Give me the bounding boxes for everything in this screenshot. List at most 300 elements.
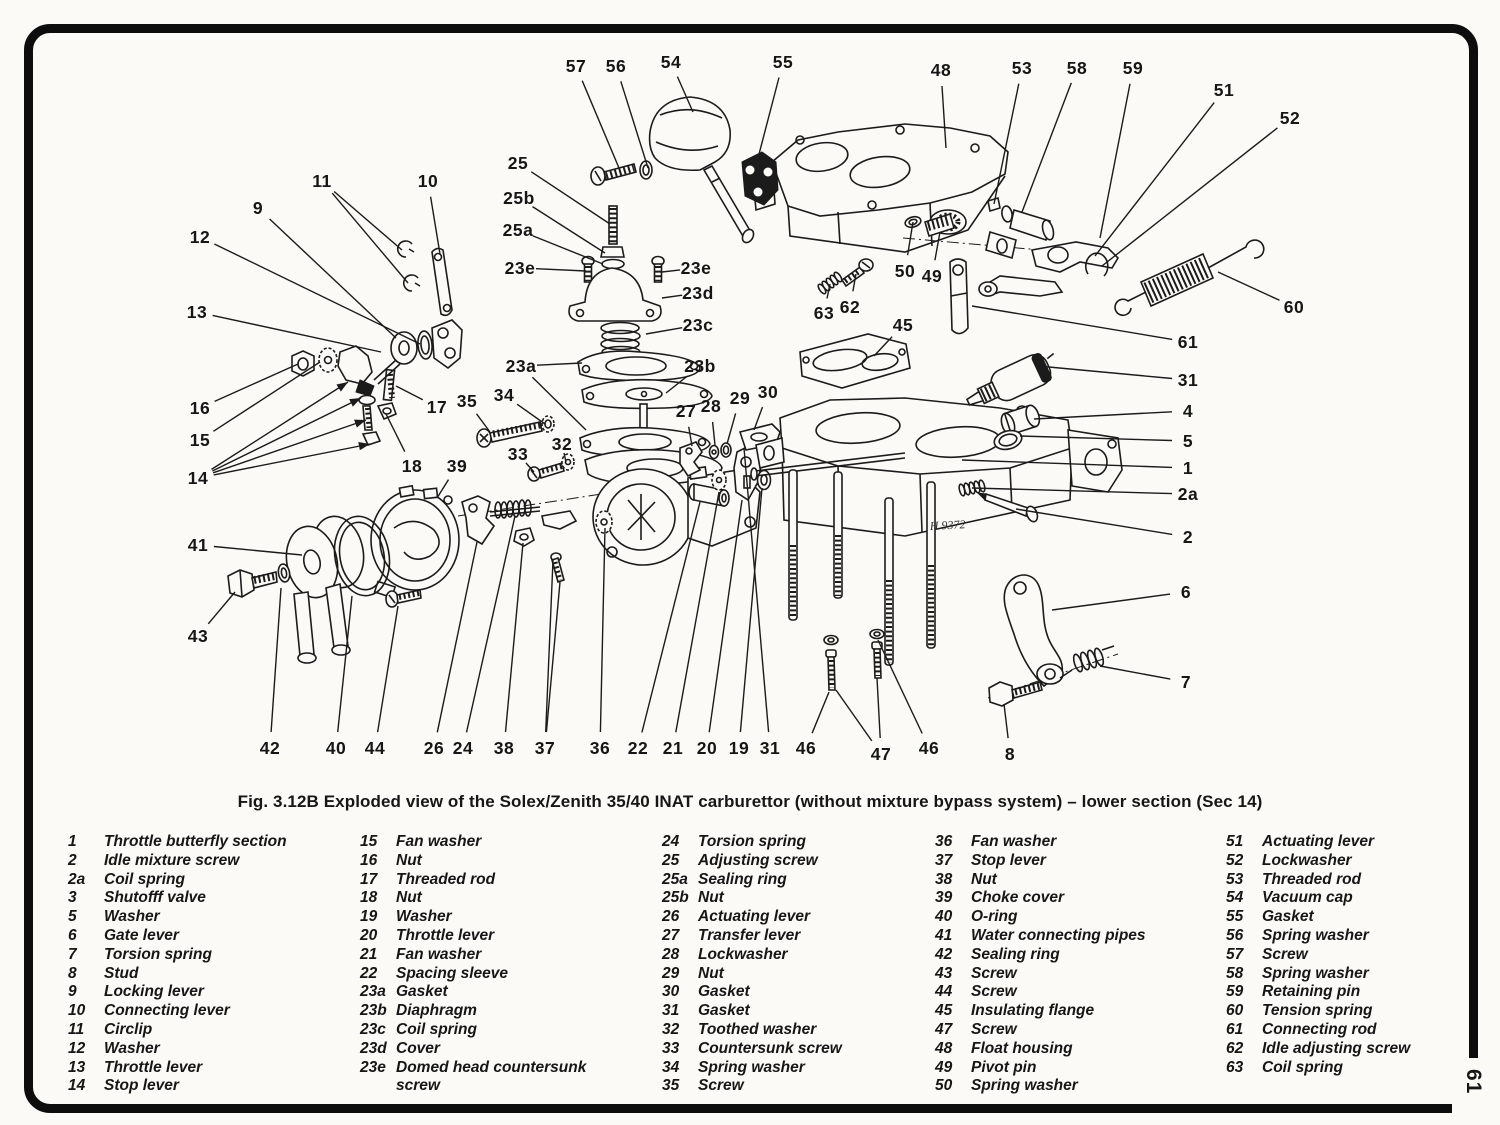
leader-line	[662, 295, 682, 298]
callout-55: 55	[772, 52, 794, 72]
callout-50: 50	[894, 261, 916, 281]
part-number: 12	[68, 1039, 86, 1057]
parts-list-entry	[935, 1002, 1187, 1021]
callout-58: 58	[1066, 58, 1088, 78]
callout-44: 44	[364, 738, 386, 758]
parts-list-entry	[68, 965, 320, 984]
callout-39: 39	[446, 456, 468, 476]
leader-line	[646, 328, 682, 334]
parts-list-entry	[360, 908, 612, 927]
part-number: 55	[1226, 908, 1244, 926]
callout-23a: 23a	[505, 356, 537, 376]
part-number: 14	[68, 1077, 86, 1095]
actuating-lever-shape	[979, 198, 1118, 296]
float-housing-shape	[752, 124, 1008, 252]
part-name: Fan washer	[396, 945, 482, 963]
callout-34: 34	[493, 385, 515, 405]
callout-52: 52	[1279, 108, 1301, 128]
callout-16: 16	[189, 398, 211, 418]
callout-28: 28	[700, 396, 722, 416]
part-number: 2	[68, 851, 77, 869]
parts-list-entry	[360, 1021, 612, 1040]
part-number: 47	[935, 1020, 953, 1038]
part-name: Nut	[698, 889, 724, 907]
parts-list-entry	[662, 833, 914, 852]
parts-list-entry	[662, 946, 914, 965]
part-name: Gasket	[698, 1002, 750, 1020]
screws-46-47-shape	[824, 630, 884, 691]
parts-list-entry	[68, 871, 320, 890]
part-number: 23b	[360, 1002, 387, 1020]
part-number: 10	[68, 1002, 86, 1020]
part-number: 54	[1226, 889, 1244, 907]
part-name: Torsion spring	[698, 833, 806, 850]
part-number: 32	[662, 1020, 680, 1038]
callout-63: 63	[813, 303, 835, 323]
part-number: 7	[68, 945, 77, 963]
callout-31: 31	[759, 738, 781, 758]
figure-caption: Fig. 3.12B Exploded view of the Solex/Zenith 35/40 INAT carburettor (without mixture bypass system) – lower section (Sec 14)	[237, 792, 1263, 811]
part-name: Threaded rod	[396, 870, 496, 888]
part-name: Idle adjusting screw	[1262, 1039, 1411, 1057]
part-name: Spacing sleeve	[396, 964, 509, 982]
part-name: Cover	[396, 1039, 440, 1057]
part-number: 36	[935, 833, 953, 850]
callout-62: 62	[839, 297, 861, 317]
leader-line	[812, 692, 829, 733]
parts-list-entry	[1226, 871, 1478, 890]
callout-9: 9	[252, 198, 264, 218]
leader-line	[270, 219, 396, 338]
part-number: 23c	[360, 1020, 386, 1038]
part-name: Stud	[104, 964, 139, 982]
part-name: Toothed washer	[698, 1020, 817, 1038]
part-name: Throttle lever	[104, 1058, 203, 1076]
callout-6: 6	[1180, 582, 1192, 602]
part-number: 45	[935, 1002, 953, 1020]
part-number: 34	[662, 1058, 680, 1076]
part-name: Fan washer	[396, 833, 482, 850]
idle-adjust-shape	[817, 259, 873, 295]
part-name: Torsion spring	[104, 945, 212, 963]
callout-40: 40	[325, 738, 347, 758]
callout-46: 46	[795, 738, 817, 758]
part-name: Washer	[396, 908, 452, 926]
part-number: 37	[935, 851, 953, 869]
parts-list-entry	[935, 965, 1187, 984]
parts-list-entry	[1226, 1021, 1478, 1040]
leader-line	[332, 193, 408, 283]
leader-line	[727, 413, 736, 444]
part-number: 31	[662, 1002, 680, 1020]
parts-list-entry	[935, 1040, 1187, 1059]
leader-line	[467, 516, 516, 732]
callout-46: 46	[918, 738, 940, 758]
parts-column-1	[68, 833, 320, 1096]
callout-51: 51	[1213, 80, 1235, 100]
part-number: 26	[662, 908, 680, 926]
part-name: Spring washer	[698, 1058, 805, 1076]
part-name: Locking lever	[104, 983, 204, 1001]
part-name: Float housing	[971, 1039, 1073, 1057]
part-number: 20	[360, 926, 378, 944]
callout-41: 41	[187, 535, 209, 555]
leader-line	[1102, 128, 1277, 266]
part-name: Screw	[971, 1020, 1017, 1038]
leader-line	[621, 81, 648, 168]
part-name: Diaphragm	[396, 1002, 477, 1020]
part-number: 43	[935, 964, 953, 982]
parts-list-entry	[935, 1059, 1187, 1078]
callout-54: 54	[660, 52, 682, 72]
part-name: Screw	[698, 1077, 744, 1095]
parts-list-entry	[935, 1021, 1187, 1040]
parts-list-entry	[935, 833, 1187, 852]
leader-line	[935, 232, 940, 260]
leader-line	[758, 78, 779, 159]
parts-list-entry	[1226, 965, 1478, 984]
screw-57-shape	[591, 161, 652, 185]
part-name: Sealing ring	[971, 945, 1060, 963]
part-name: Nut	[396, 851, 422, 869]
parts-list-entry	[662, 1040, 914, 1059]
parts-list-entry	[68, 1059, 320, 1078]
parts-list-entry	[360, 1040, 612, 1059]
tension-spring-shape	[1115, 240, 1264, 315]
part-number: 17	[360, 870, 378, 888]
callout-18: 18	[401, 456, 423, 476]
parts-list-entry	[935, 946, 1187, 965]
leader-line	[662, 270, 680, 272]
part-name: Sealing ring	[698, 870, 787, 888]
part-number: 35	[662, 1077, 680, 1095]
leader-line	[431, 197, 440, 254]
leader-line	[582, 81, 619, 168]
parts-list-entry	[360, 946, 612, 965]
part-name: Connecting rod	[1262, 1020, 1377, 1038]
insulating-flange-shape	[800, 334, 910, 388]
parts-list-entry	[935, 908, 1187, 927]
parts-list-entry	[68, 1040, 320, 1059]
part-number: 50	[935, 1077, 953, 1095]
parts-list-entry	[935, 1077, 1187, 1096]
parts-list-entry	[1226, 1002, 1478, 1021]
part-number: 28	[662, 945, 680, 963]
part-number: 38	[935, 870, 953, 888]
callout-35: 35	[456, 391, 478, 411]
leader-line	[437, 480, 449, 498]
part-name: Transfer lever	[698, 926, 801, 944]
parts-list-entry	[360, 889, 612, 908]
page-number: 61	[1462, 1069, 1485, 1095]
parts-list-entry	[935, 889, 1187, 908]
part-name: Spring washer	[971, 1077, 1078, 1095]
part-name: Idle mixture screw	[104, 851, 240, 869]
leader-line	[396, 386, 423, 400]
leader-line	[713, 422, 715, 445]
parts-list-entry	[360, 965, 612, 984]
part-name: Screw	[1262, 945, 1308, 963]
parts-list-entry	[1226, 852, 1478, 871]
part-name: Washer	[104, 908, 160, 926]
leader-line	[1052, 594, 1170, 610]
part-name: Washer	[104, 1039, 160, 1057]
part-number: 30	[662, 983, 680, 1001]
callout-23c: 23c	[682, 315, 714, 335]
callout-59: 59	[1122, 58, 1144, 78]
callout-8: 8	[1004, 744, 1016, 764]
leader-line	[215, 364, 298, 401]
callout-1: 1	[1182, 458, 1194, 478]
callout-5: 5	[1182, 431, 1194, 451]
parts-list-entry	[1226, 983, 1478, 1002]
part-number: 53	[1226, 870, 1244, 888]
leader-line	[836, 690, 872, 741]
parts-list-entry	[360, 1059, 612, 1097]
part-number: 33	[662, 1039, 680, 1057]
leader-line	[537, 363, 582, 365]
part-number: 18	[360, 889, 378, 907]
parts-list-entry	[1226, 1040, 1478, 1059]
part-number: 2a	[68, 870, 86, 888]
part-name: Throttle lever	[396, 926, 495, 944]
part-name: Gasket	[1262, 908, 1314, 926]
parts-list-entry	[662, 1077, 914, 1096]
callout-33: 33	[507, 444, 529, 464]
part-name: Adjusting screw	[698, 851, 818, 869]
parts-list-entry	[360, 1002, 612, 1021]
callout-49: 49	[921, 266, 943, 286]
callout-19: 19	[728, 738, 750, 758]
parts-list-entry	[662, 927, 914, 946]
part-number: 44	[935, 983, 953, 1001]
leader-line	[214, 244, 420, 344]
callout-47: 47	[870, 744, 892, 764]
callout-20: 20	[696, 738, 718, 758]
callout-25: 25	[507, 153, 529, 173]
callout-21: 21	[662, 738, 684, 758]
leader-line	[1034, 412, 1172, 419]
part-name: Coil spring	[396, 1020, 477, 1038]
parts-list-entry	[68, 908, 320, 927]
leader-line	[533, 236, 603, 264]
part-number: 58	[1226, 964, 1244, 982]
callout-48: 48	[930, 60, 952, 80]
callout-29: 29	[729, 388, 751, 408]
parts-list-entry	[1226, 833, 1478, 852]
parts-list-entry	[68, 927, 320, 946]
callout-25a: 25a	[502, 220, 534, 240]
part-number: 3	[68, 889, 77, 907]
parts-list-entry	[1226, 889, 1478, 908]
part-name: Water connecting pipes	[971, 926, 1146, 944]
callout-23e: 23e	[504, 258, 536, 278]
callout-45: 45	[892, 315, 914, 335]
callout-61: 61	[1177, 332, 1199, 352]
callout-38: 38	[493, 738, 515, 758]
part-number: 62	[1226, 1039, 1244, 1057]
part-number: 9	[68, 983, 77, 1001]
callout-30: 30	[757, 382, 779, 402]
parts-column-5	[1226, 833, 1478, 1077]
callout-2: 2	[1182, 527, 1194, 547]
part-number: 56	[1226, 926, 1244, 944]
part-name: Tension spring	[1262, 1002, 1373, 1020]
part-number: 1	[68, 833, 77, 850]
part-name: Gasket	[698, 983, 750, 1001]
part-number: 19	[360, 908, 378, 926]
parts-list-entry	[935, 871, 1187, 890]
callout-23e: 23e	[680, 258, 712, 278]
part-name: Retaining pin	[1262, 983, 1361, 1001]
leader-line	[1038, 366, 1172, 379]
leader-line	[212, 382, 349, 469]
part-number: 61	[1226, 1020, 1244, 1038]
leader-line	[1100, 84, 1130, 238]
leader-line	[972, 488, 1172, 494]
leader-line	[1100, 666, 1170, 679]
leader-line	[1022, 83, 1071, 212]
part-number: 41	[935, 926, 953, 944]
part-number: 25a	[662, 870, 688, 888]
callout-13: 13	[186, 302, 208, 322]
part-number: 60	[1226, 1002, 1244, 1020]
parts-list-entry	[68, 889, 320, 908]
part-name: Domed head countersunk screw	[396, 1058, 587, 1095]
parts-list-entry	[935, 927, 1187, 946]
callout-27: 27	[675, 401, 697, 421]
callout-11: 11	[312, 171, 332, 191]
part-number: 21	[360, 945, 378, 963]
part-name: Nut	[971, 870, 997, 888]
parts-list-entry	[360, 871, 612, 890]
parts-list-entry	[68, 983, 320, 1002]
leader-line	[1016, 509, 1172, 534]
part-name: Choke cover	[971, 889, 1065, 907]
parts-list-entry	[360, 927, 612, 946]
part-name: Stop lever	[971, 851, 1046, 869]
callout-57: 57	[565, 56, 587, 76]
callout-10: 10	[417, 171, 439, 191]
part-name: Spring washer	[1262, 964, 1369, 982]
part-number: 23a	[360, 983, 386, 1001]
callout-53: 53	[1011, 58, 1033, 78]
part-name: Fan washer	[971, 833, 1057, 850]
part-name: Vacuum cap	[1262, 889, 1353, 907]
leader-line	[517, 404, 545, 424]
part-name: Screw	[971, 983, 1017, 1001]
part-name: Insulating flange	[971, 1002, 1095, 1020]
leader-line	[877, 678, 880, 738]
part-name: Stop lever	[104, 1077, 179, 1095]
part-number: 29	[662, 964, 680, 982]
parts-list-entry	[68, 946, 320, 965]
part-name: Shutofff valve	[104, 889, 206, 907]
part-number: 27	[662, 926, 680, 944]
idle-screw-shape	[958, 480, 1039, 524]
part-number: 40	[935, 908, 953, 926]
parts-list-entry	[68, 1021, 320, 1040]
part-name: Nut	[698, 964, 724, 982]
callout-56: 56	[605, 56, 627, 76]
parts-list-entry	[935, 852, 1187, 871]
part-number: 49	[935, 1058, 953, 1076]
callout-2a: 2a	[1177, 484, 1199, 504]
parts-list-entry	[662, 871, 914, 890]
parts-list-entry	[68, 852, 320, 871]
leader-line	[878, 640, 922, 734]
parts-list-entry	[68, 1077, 320, 1096]
parts-list-entry	[662, 889, 914, 908]
part-name: Spring washer	[1262, 926, 1369, 944]
part-number: 48	[935, 1039, 953, 1057]
part-name: Gate lever	[104, 926, 179, 944]
parts-list-entry	[662, 852, 914, 871]
callout-23b: 23b	[684, 356, 716, 376]
part-name: Connecting lever	[104, 1002, 230, 1020]
part-name: Actuating lever	[1262, 833, 1374, 850]
callout-25b: 25b	[503, 188, 535, 208]
callout-24: 24	[452, 738, 474, 758]
part-name: Lockwasher	[698, 945, 788, 963]
part-name: Threaded rod	[1262, 870, 1362, 888]
callout-12: 12	[189, 227, 211, 247]
part-name: Countersunk screw	[698, 1039, 842, 1057]
drawing-ref: H 9372	[929, 517, 966, 533]
part-number: 63	[1226, 1058, 1244, 1076]
part-number: 22	[360, 964, 378, 982]
callout-4: 4	[1182, 401, 1194, 421]
part-name: Nut	[396, 889, 422, 907]
bolt-43-shape	[228, 563, 291, 597]
leader-line	[1218, 272, 1280, 300]
parts-list-entry	[662, 1059, 914, 1078]
parts-list-entry	[1226, 946, 1478, 965]
part-number: 39	[935, 889, 953, 907]
leader-line	[213, 362, 320, 431]
part-name: Gasket	[396, 983, 448, 1001]
callout-17: 17	[426, 397, 448, 417]
part-number: 51	[1226, 833, 1244, 850]
leader-line	[213, 420, 366, 473]
part-number: 8	[68, 964, 77, 982]
parts-list-entry	[662, 908, 914, 927]
callout-22: 22	[627, 738, 649, 758]
part-number: 57	[1226, 945, 1244, 963]
leader-line	[536, 269, 586, 271]
callout-23d: 23d	[682, 283, 714, 303]
part-number: 25b	[662, 889, 689, 907]
parts-column-3	[662, 833, 914, 1096]
callout-7: 7	[1180, 672, 1192, 692]
choke-cover-shape	[371, 486, 459, 598]
leader-line	[213, 315, 381, 352]
callout-14: 14	[187, 468, 209, 488]
leader-line	[378, 606, 398, 732]
screw-44-shape	[386, 590, 421, 607]
parts-list-entry	[662, 965, 914, 984]
part-name: Circlip	[104, 1020, 153, 1038]
part-number: 23e	[360, 1058, 386, 1076]
leader-line	[208, 592, 235, 624]
callout-15: 15	[189, 430, 211, 450]
parts-column-2	[360, 833, 612, 1096]
part-number: 13	[68, 1058, 86, 1076]
part-name: Coil spring	[104, 870, 185, 888]
leader-line	[334, 192, 402, 251]
part-name: Pivot pin	[971, 1058, 1037, 1076]
parts-list-entry	[1226, 908, 1478, 927]
